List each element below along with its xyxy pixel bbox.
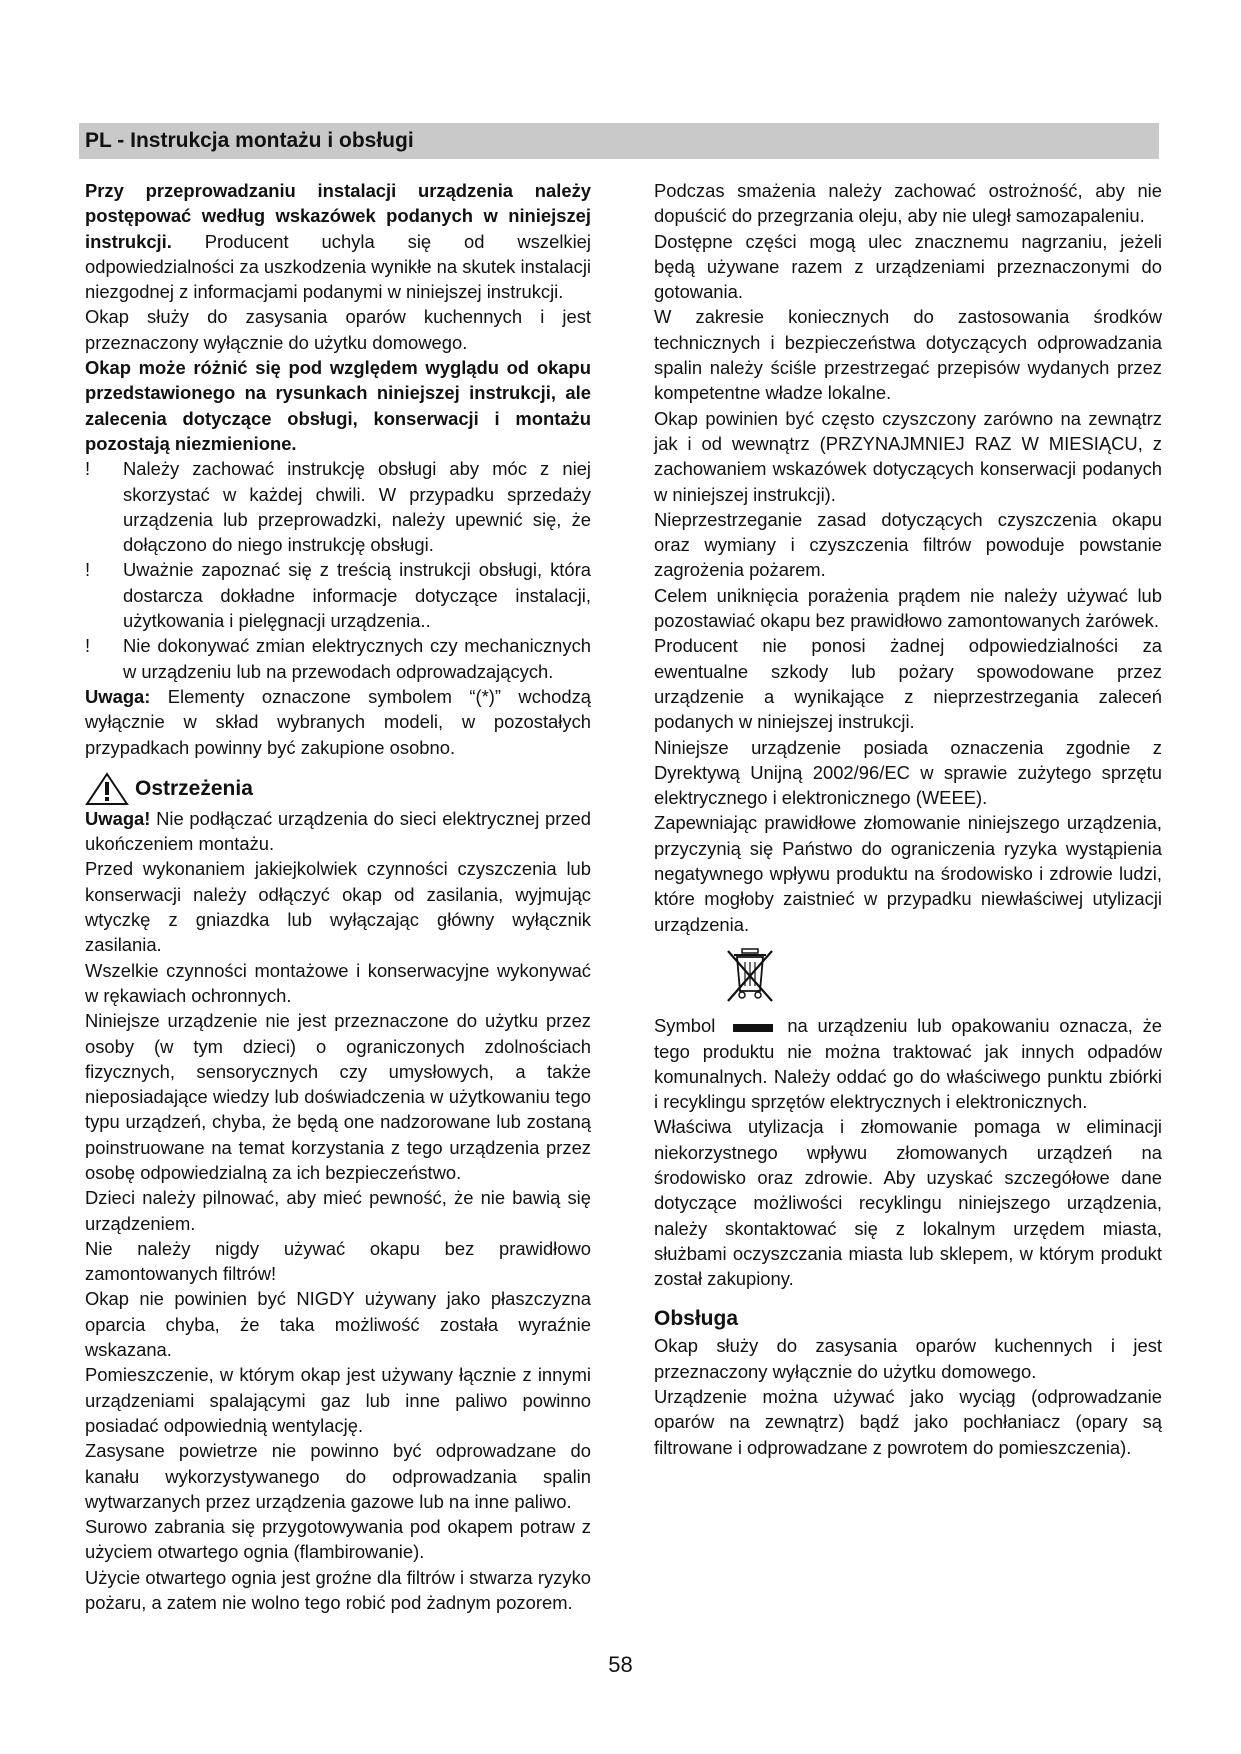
note-paragraph (85, 684, 591, 760)
left-column (85, 178, 591, 1615)
info-paragraph: Podczas smażenia należy zachować ostrożność, aby nie dopuścić do przegrzania oleju, aby nie uległ samozapaleniu. (654, 180, 1162, 227)
bullet-text: Należy zachować instrukcję obsługi aby móc z niej skorzystać w każdej chwili. W przypadku sprzedaży urządzenia lub przeprowadzki, należy upewnić się, że dołączono do niego instrukcję obsługi. (123, 458, 591, 556)
safety-paragraph: Nie należy nigdy używać okapu bez prawidłowo zamontowanych filtrów! (85, 1237, 591, 1285)
safety-paragraph: Wszelkie czynności montażowe i konserwacyjne wykonywać w rękawiach ochronnych. (85, 959, 591, 1006)
safety-paragraph: Przed wykonaniem jakiejkolwiek czynności czyszczenia lub konserwacji należy odłączyć okap od zasilania, wyjmując wtyczkę z gniazdka lub wyłączając główny wyłącznik zasilania. (85, 858, 591, 956)
bullet-text: Nie dokonywać zmian elektrycznych czy mechanicznych w urządzeniu lub na przewodach odprowadzających. (123, 635, 591, 682)
operation-heading: Obsługa (654, 1307, 739, 1331)
symbol-paragraph (654, 1013, 1162, 1114)
disposal-paragraph: Właściwa utylizacja i złomowanie pomaga w eliminacji niekorzystnego wpływu złomowanych urządzeń na środowisko oraz zdrowie. Aby uzyskać szczegółowe dane dotyczące możliwości recyklingu niniejszego urządzenia, należy skontaktować się z lokalnym urzędem miasta, służbami oczyszczania miasta lub sklepem, w którym produkt został zakupiony. (654, 1116, 1162, 1290)
info-paragraph: Zapewniając prawidłowe złomowanie niniejszego urządzenia, przyczynią się Państwo do ograniczenia ryzyka wystąpienia negatywnego wpływu produktu na środowisko i zdrowie ludzi, które mogłoby zaistnieć w przypadku niewłaściwej utylizacji urządzenia. (654, 812, 1162, 935)
warning-label: Uwaga! (85, 807, 151, 829)
section-header: PL - Instrukcja montażu i obsługi (79, 123, 1159, 159)
intro-rest: Producent uchyla się od wszelkiej odpowiedzialności za uszkodzenia wynikłe na skutek instalacji niezgodnej z informacjami podanymi w niniejszej instrukcji. (85, 230, 592, 303)
info-paragraph: Niniejsze urządzenie posiada oznaczenia zgodnie z Dyrektywą Unijną 2002/96/EC w sprawie zużytego sprzętu elektrycznego i elektronicznego (WEEE). (654, 736, 1162, 809)
bullet-item (85, 456, 591, 557)
info-paragraph: Dostępne części mogą ulec znacznemu nagrzaniu, jeżeli będą używane razem z urządzeniami przeznaczonymi do gotowania. (654, 230, 1162, 303)
info-paragraph: Celem uniknięcia porażenia prądem nie należy używać lub pozostawiać okapu bez prawidłowo zamontowanych żarówek. (654, 584, 1162, 632)
note-text: Elementy oznaczone symbolem “(*)” wchodzą wyłącznie w skład wybranych modeli, w pozostałych przypadkach powinny być zakupione osobno. (85, 685, 591, 758)
warning-text: Nie podłączać urządzenia do sieci elektrycznej przed ukończeniem montażu. (85, 807, 591, 855)
operation-paragraph: Okap służy do zasysania oparów kuchennych i jest przeznaczony wyłącznie do użytku domowego. (654, 1335, 1162, 1382)
exclamation-mark: ! (85, 458, 91, 480)
appearance-paragraph: Okap może różnić się pod względem wyglądu od okapu przedstawionego na rysunkach niniejszej instrukcji, ale zalecenia dotyczące obsługi, konserwacji i montażu pozostają niezmienione. (85, 357, 591, 454)
crossed-bin-icon (720, 945, 780, 1005)
warning-triangle-icon (85, 772, 129, 806)
operation-paragraph: Urządzenie można używać jako wyciąg (odprowadzanie oparów na zewnątrz) bądź jako pochłaniacz (opary są filtrowane i odprowadzane z powrotem do pomieszczenia). (654, 1386, 1162, 1458)
safety-paragraph: Pomieszczenie, w którym okap jest używany łącznie z innymi urządzeniami spalającymi gaz lub inne paliwo powinno posiadać odpowiednią wentylację. (85, 1364, 591, 1436)
exclamation-mark: ! (85, 635, 91, 657)
info-paragraph: Producent nie ponosi żadnej odpowiedzialności za ewentualne szkody lub pożary spowodowane przez urządzenie a wynikające z nieprzestrzegania zaleceń podanych w niniejszej instrukcji. (654, 635, 1162, 733)
right-column (654, 178, 1162, 1460)
bullet-item (85, 557, 591, 633)
info-paragraph: W zakresie koniecznych do zastosowania środków technicznych i bezpieczeństwa dotyczących odprowadzania spalin należy ściśle przestrzegać przepisów wydanych przez kompetentne władze lokalne. (654, 306, 1162, 404)
intro-paragraph (85, 178, 591, 304)
intro-bold: Przy przeprowadzaniu instalacji urządzenia należy postępować według wskazówek podanych w niniejszej instrukcji. (85, 180, 591, 252)
safety-paragraph: Zasysane powietrze nie powinno być odprowadzane do kanału wykorzystywanego do odprowadzania spalin wytwarzanych przez urządzenia gazowe lub na inne paliwo. (85, 1440, 591, 1512)
safety-paragraph: Dzieci należy pilnować, aby mieć pewność, że nie bawią się urządzeniem. (85, 1187, 591, 1234)
info-paragraph: Okap powinien być często czyszczony zarówno na zewnątrz jak i od wewnątrz (PRZYNAJMNIEJ RAZ W MIESIĄCU, z zachowaniem wskazówek dotyczących konserwacji podanych w niniejszej instrukcji). (654, 407, 1162, 505)
bullet-item (85, 633, 591, 684)
exclamation-mark: ! (85, 559, 91, 581)
symbol-word: Symbol (654, 1015, 716, 1037)
symbol-text: na urządzeniu lub opakowaniu oznacza, że tego produktu nie można traktować jak innych odpadów komunalnych. Należy oddać go do właściwego punktu zbiórki i recyklingu sprzętów elektrycznych i elektronicznych. (654, 1015, 1162, 1113)
safety-paragraph: Użycie otwartego ognia jest groźne dla filtrów i stwarza ryzyko pożaru, a zatem nie wolno tego robić pod żadnym pozorem. (85, 1566, 591, 1614)
warning-paragraph (85, 806, 591, 857)
info-paragraph: Nieprzestrzeganie zasad dotyczących czyszczenia okapu oraz wymiany i czyszczenia filtrów powoduje powstanie zagrożenia pożarem. (654, 508, 1162, 581)
warnings-title: Ostrzeżenia (135, 776, 253, 800)
black-bar-icon (733, 1024, 773, 1032)
safety-paragraph: Niniejsze urządzenie nie jest przeznaczone do użytku przez osoby (w tym dzieci) o ograniczonych zdolnościach fizycznych, sensorycznych czy umysłowych, a także nieposiadające wiedzy lub doświadczenia w użytkowaniu tego typu urządzeń, chyba, że będą one nadzorowane lub zostaną poinstruowane na temat korzystania z tego urządzenia przez osobę odpowiedzialną za ich bezpieczeństwo. (85, 1010, 591, 1183)
purpose-paragraph: Okap służy do zasysania oparów kuchennych i jest przeznaczony wyłącznie do użytku domowego. (85, 306, 591, 353)
safety-paragraph: Okap nie powinien być NIGDY używany jako płaszczyzna oparcia chyba, że taka możliwość została wyraźnie wskazana. (85, 1288, 591, 1361)
note-label: Uwaga: (85, 685, 151, 707)
bullet-text: Uważnie zapoznać się z treścią instrukcji obsługi, która dostarcza dokładne informacje dotyczące instalacji, użytkowania i pielęgnacji urządzenia.. (123, 559, 591, 632)
safety-paragraph: Surowo zabrania się przygotowywania pod okapem potraw z użyciem otwartego ognia (flambirowanie). (85, 1516, 591, 1563)
page-number: 58 (608, 1652, 633, 1677)
warnings-heading (85, 772, 591, 806)
